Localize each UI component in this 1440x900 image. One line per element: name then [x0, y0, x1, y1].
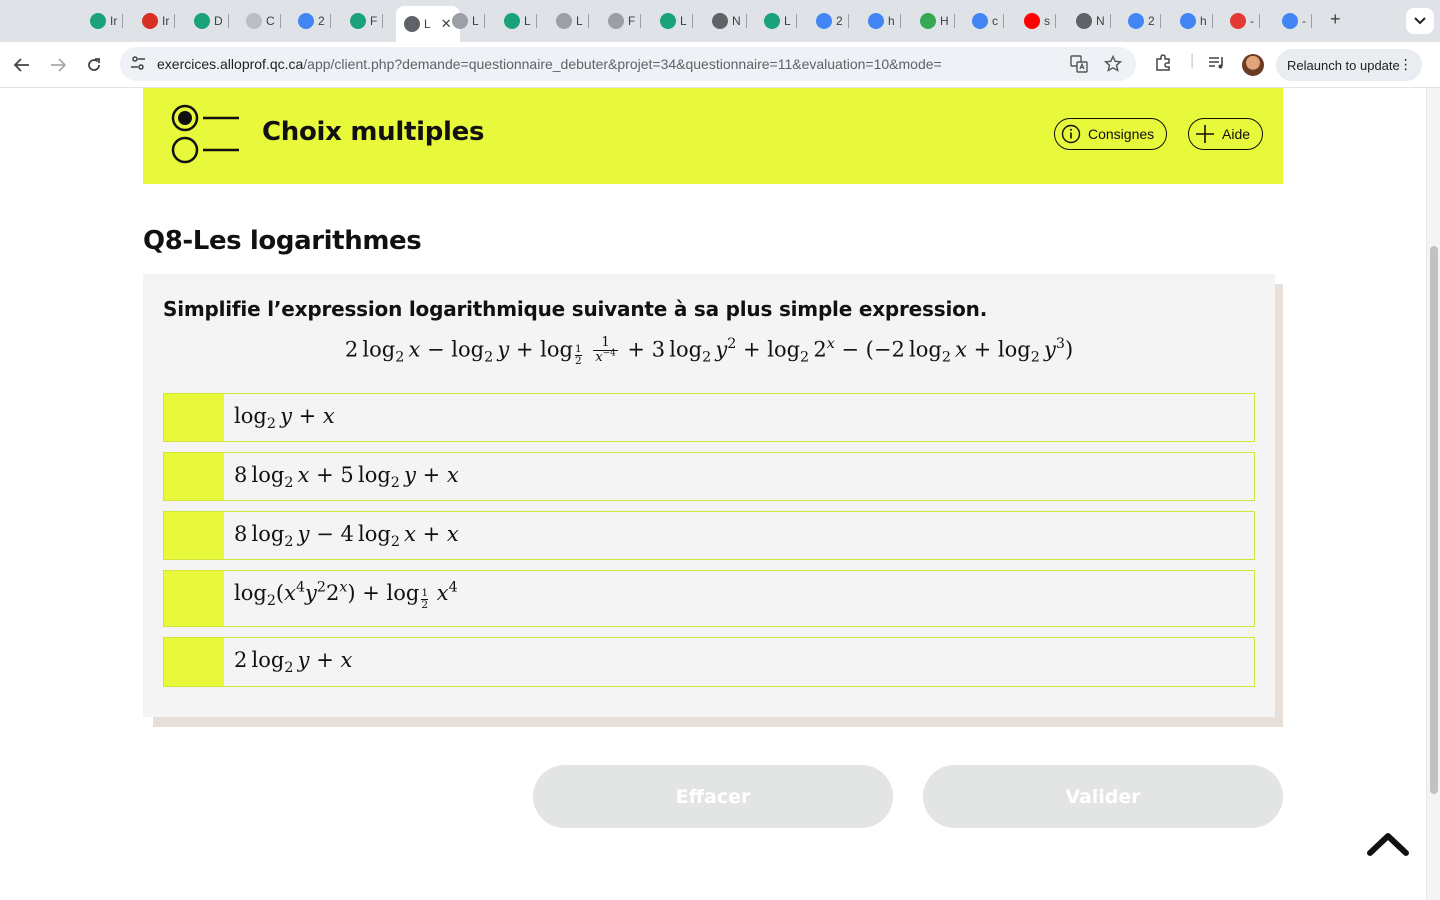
doc-icon — [246, 13, 262, 29]
scroll-to-top-icon[interactable] — [1366, 828, 1410, 858]
browser-tab[interactable] — [396, 6, 460, 42]
browser-tab[interactable] — [712, 8, 741, 34]
question-card — [143, 274, 1275, 717]
option-radio[interactable] — [164, 394, 224, 441]
tab-label: Ir — [110, 14, 118, 28]
tab-separator — [954, 14, 955, 28]
question-type-banner — [143, 88, 1283, 184]
browser-tab[interactable] — [350, 8, 377, 34]
browser-tab[interactable] — [1076, 8, 1105, 34]
arrow-left-icon — [14, 58, 30, 72]
close-tab-icon[interactable]: ✕ — [440, 16, 452, 31]
browser-tab[interactable] — [298, 8, 325, 34]
tab-strip — [0, 0, 1440, 42]
answer-option-5[interactable] — [163, 637, 1255, 687]
relaunch-label: Relaunch to update — [1287, 57, 1400, 73]
effacer-button[interactable]: Effacer — [533, 765, 893, 828]
google-icon — [1128, 13, 1144, 29]
valider-button[interactable]: Valider — [923, 765, 1283, 828]
browser-tab[interactable] — [764, 8, 791, 34]
url-text — [157, 56, 942, 72]
tab-separator — [900, 14, 901, 28]
new-tab-button[interactable]: + — [1330, 9, 1341, 29]
page-icon — [404, 16, 420, 32]
browser-tab[interactable] — [246, 8, 275, 34]
address-bar[interactable] — [120, 47, 1136, 81]
answer-option-1[interactable] — [163, 393, 1255, 442]
banner-title: Choix multiples — [262, 117, 485, 147]
tab-separator — [640, 14, 641, 28]
browser-tab[interactable] — [608, 8, 635, 34]
media-control-icon[interactable] — [1208, 54, 1226, 77]
tab-label: L — [680, 14, 687, 28]
reload-button[interactable] — [82, 53, 106, 77]
browser-toolbar — [0, 42, 1440, 88]
back-button[interactable] — [10, 53, 34, 77]
search-q-icon — [764, 13, 780, 29]
tab-separator — [1160, 14, 1161, 28]
tab-separator — [228, 14, 229, 28]
browser-tab[interactable] — [1230, 8, 1254, 34]
answer-option-2[interactable] — [163, 452, 1255, 501]
tab-separator — [1212, 14, 1213, 28]
browser-tab[interactable] — [660, 8, 687, 34]
option-2-label: 8 $\log_2 x + 5$ $\log_2 y + x$ — [234, 463, 459, 491]
option-radio[interactable] — [164, 512, 224, 559]
tab-separator — [330, 14, 331, 28]
option-1-label: $\log_2 y + x$ — [234, 404, 335, 432]
extensions-puzzle-icon[interactable] — [1154, 54, 1172, 77]
tab-search-button[interactable] — [1406, 8, 1434, 34]
translate-icon[interactable] — [1070, 55, 1088, 77]
url-host: exercices.alloprof.qc.ca — [157, 56, 304, 72]
browser-tab[interactable] — [868, 8, 895, 34]
tab-label: 2 — [1148, 14, 1155, 28]
tab-label: Ir — [162, 14, 170, 28]
browser-tab[interactable] — [556, 8, 583, 34]
tab-label: N — [1096, 14, 1105, 28]
tab-label: F — [628, 14, 636, 28]
chrome-icon — [712, 13, 728, 29]
option-3-label: 8 $\log_2 y - 4$ $\log_2 x + x$ — [234, 522, 459, 550]
search-q-icon — [504, 13, 520, 29]
browser-tab[interactable] — [1180, 8, 1207, 34]
tab-label: - — [1302, 14, 1306, 28]
question-expression: 2 $\log_2 x - \log_2 y + \log$ $\frac{1}{2}$ $\frac{1}{x^{-4}}$ + 3 $\log_2 y^2 + \log_2 2^x - (-2$ $\log_2 x + \log_2 y^3$) — [344, 335, 1074, 368]
page-content — [0, 88, 1426, 900]
browser-tab[interactable] — [452, 8, 479, 34]
extension-icon — [920, 13, 936, 29]
tab-label: N — [732, 14, 741, 28]
tab-label: C — [266, 14, 275, 28]
globe-icon — [452, 13, 468, 29]
tab-separator — [692, 14, 693, 28]
tab-separator — [796, 14, 797, 28]
chrome-icon — [1076, 13, 1092, 29]
tab-label: L — [472, 14, 479, 28]
tab-separator — [588, 14, 589, 28]
browser-tab[interactable] — [194, 8, 223, 34]
tab-separator — [1110, 14, 1111, 28]
search-q-icon — [660, 13, 676, 29]
relaunch-button[interactable] — [1276, 49, 1422, 81]
tab-separator — [1003, 14, 1004, 28]
tab-label: c — [992, 14, 998, 28]
scrollbar-thumb[interactable] — [1430, 246, 1438, 794]
tab-separator — [1259, 14, 1260, 28]
tab-label: L — [576, 14, 583, 28]
plus-icon — [1195, 124, 1215, 144]
sy-icon — [1230, 13, 1246, 29]
gmail-icon — [142, 13, 158, 29]
arrow-right-icon — [50, 58, 66, 72]
reload-icon — [86, 57, 102, 73]
page-scrollbar[interactable] — [1426, 88, 1440, 900]
profile-avatar[interactable] — [1242, 54, 1264, 76]
toolbar-divider: | — [1190, 52, 1195, 69]
tab-label: D — [214, 14, 223, 28]
google-icon — [298, 13, 314, 29]
option-radio[interactable] — [164, 638, 224, 686]
alloprof-icon — [194, 13, 210, 29]
tab-label: - — [1250, 14, 1254, 28]
tab-label: L — [424, 17, 431, 31]
google-icon — [972, 13, 988, 29]
search-q-icon — [350, 13, 366, 29]
bookmark-star-icon[interactable] — [1104, 55, 1122, 77]
tab-separator — [174, 14, 175, 28]
browser-tab[interactable] — [920, 8, 949, 34]
answer-option-4[interactable] — [163, 570, 1255, 627]
browser-tab[interactable] — [90, 8, 117, 34]
alloprof-icon — [90, 13, 106, 29]
tab-separator — [382, 14, 383, 28]
google-icon — [868, 13, 884, 29]
browser-tab[interactable] — [1128, 8, 1155, 34]
tab-label: H — [940, 14, 949, 28]
tab-separator — [1055, 14, 1056, 28]
consignes-button[interactable] — [1054, 118, 1167, 150]
tab-separator — [1311, 14, 1312, 28]
multiple-choice-icon — [171, 104, 243, 166]
aide-button[interactable] — [1188, 118, 1263, 150]
tab-separator — [536, 14, 537, 28]
browser-tab[interactable] — [1282, 8, 1306, 34]
tab-label: L — [784, 14, 791, 28]
question-title: Q8-Les logarithmes — [143, 226, 422, 256]
consignes-label: Consignes — [1088, 126, 1155, 142]
globe-icon — [608, 13, 624, 29]
browser-tab[interactable] — [504, 8, 531, 34]
tab-separator — [484, 14, 485, 28]
kebab-menu-icon: ⋮ — [1398, 56, 1413, 72]
tab-label: 2 — [318, 14, 325, 28]
option-4-label: $\log_2(x^4y^22^x) + \log$ $\frac{1}{2}$ $x^4$ — [234, 579, 458, 611]
site-info-icon[interactable] — [130, 55, 146, 74]
google-icon — [1282, 13, 1298, 29]
option-radio[interactable] — [164, 453, 224, 500]
tab-label: s — [1044, 14, 1050, 28]
option-5-label: 2 $\log_2 y + x$ — [234, 648, 353, 676]
question-prompt: Simplifie l’expression logarithmique suivante à sa plus simple expression. — [163, 297, 988, 321]
tab-label: h — [1200, 14, 1207, 28]
option-radio[interactable] — [164, 571, 224, 626]
browser-tab[interactable] — [972, 8, 998, 34]
youtube-icon — [1024, 13, 1040, 29]
tab-separator — [280, 14, 281, 28]
google-icon — [816, 13, 832, 29]
globe-icon — [556, 13, 572, 29]
google-icon — [1180, 13, 1196, 29]
chevron-down-icon — [1414, 17, 1426, 25]
browser-tab[interactable] — [816, 8, 843, 34]
info-icon — [1061, 124, 1081, 144]
url-path: /app/client.php?demande=questionnaire_debuter&projet=34&questionnaire=11&evaluation=10&mode= — [303, 56, 942, 72]
tab-separator — [746, 14, 747, 28]
aide-label: Aide — [1222, 126, 1251, 142]
tab-separator — [848, 14, 849, 28]
tab-separator — [122, 14, 123, 28]
browser-tab[interactable] — [1024, 8, 1050, 34]
answer-option-3[interactable] — [163, 511, 1255, 560]
tab-label: F — [370, 14, 378, 28]
tab-label: h — [888, 14, 895, 28]
browser-tab[interactable] — [142, 8, 169, 34]
tab-label: L — [524, 14, 531, 28]
forward-button[interactable] — [46, 53, 70, 77]
tab-label: 2 — [836, 14, 843, 28]
